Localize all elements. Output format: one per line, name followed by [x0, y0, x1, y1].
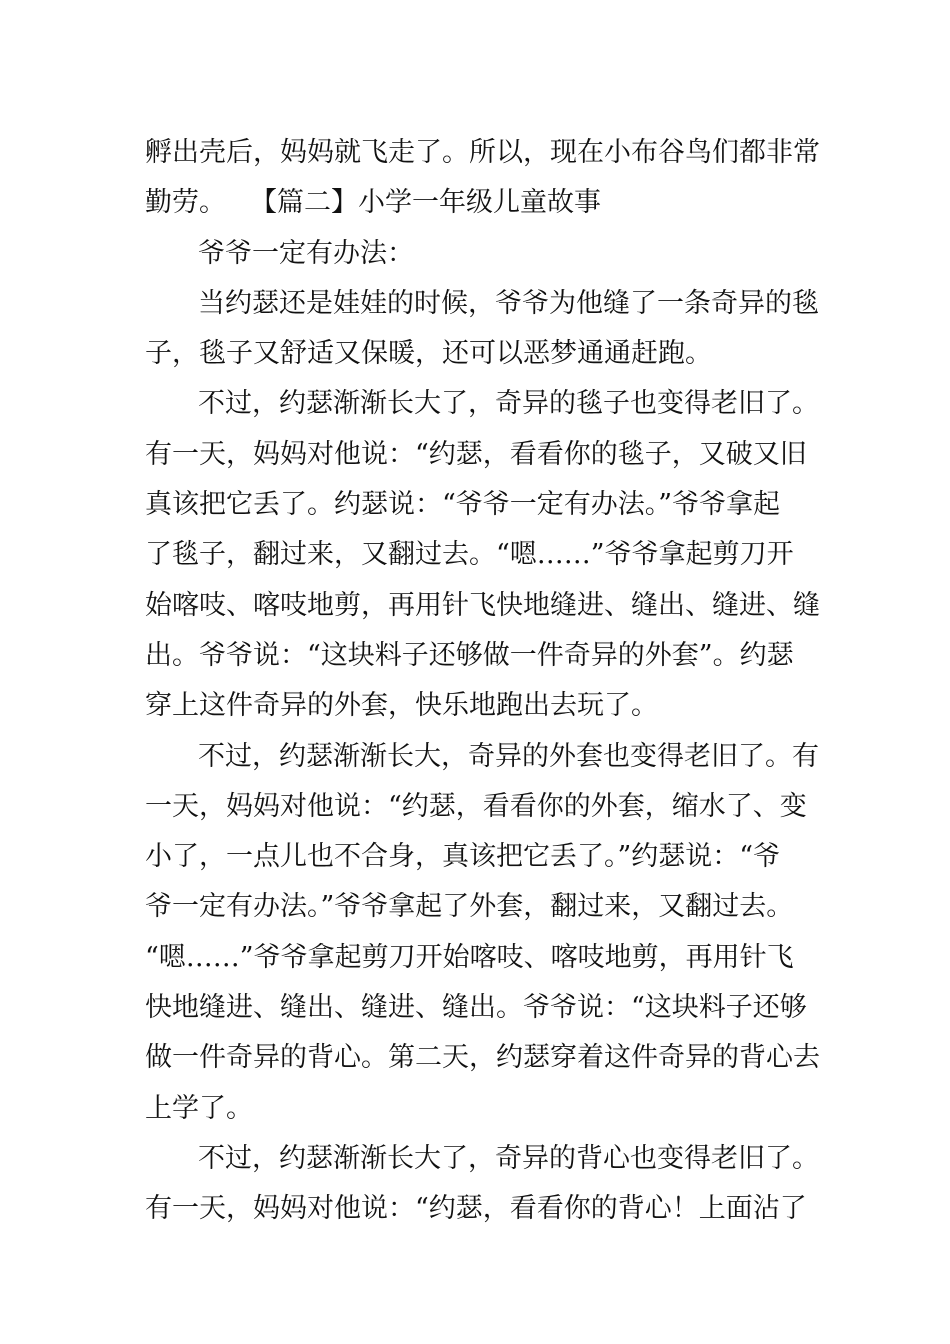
- text-line: 不过，约瑟渐渐长大了，奇异的毯子也变得老旧了。: [198, 388, 819, 420]
- text-line: 孵出壳后，妈妈就飞走了。所以，现在小布谷鸟们都非常: [145, 137, 820, 168]
- text-line: 穿上这件奇异的外套，快乐地跑出去玩了。: [145, 690, 658, 722]
- text-line: 当约瑟还是娃娃的时候，爷爷为他缝了一条奇异的毯: [198, 287, 819, 319]
- text-line: 子，毯子又舒适又保暖，还可以恶梦通通赶跑。: [145, 338, 712, 370]
- text-line: 爷一定有办法。”爷爷拿起了外套，翻过来，又翻过去。: [145, 891, 794, 923]
- text-line: 小了，一点儿也不合身，真该把它丢了。”约瑟说：“爷: [145, 841, 781, 873]
- section-heading: 【篇二】小学一年级儿童故事: [250, 187, 601, 219]
- text-line: 始喀吱、喀吱地剪，再用针飞快地缝进、缝出、缝进、缝: [145, 589, 820, 621]
- text-line: 了毯子，翻过来，又翻过去。“嗯……”爷爷拿起剪刀开: [145, 539, 794, 571]
- text-line: 不过，约瑟渐渐长大了，奇异的背心也变得老旧了。: [198, 1142, 819, 1174]
- text-line: 有一天，妈妈对他说：“约瑟，看看你的背心！上面沾了: [145, 1193, 807, 1225]
- text-line: 不过，约瑟渐渐长大，奇异的外套也变得老旧了。有: [198, 740, 819, 772]
- text-segment: 勤劳。: [145, 187, 226, 219]
- story-title: 爷爷一定有办法：: [198, 237, 414, 269]
- story-text: [145, 128, 820, 1235]
- text-line: 真该把它丢了。约瑟说：“爷爷一定有办法。”爷爷拿起: [145, 489, 781, 521]
- text-line: 快地缝进、缝出、缝进、缝出。爷爷说：“这块料子还够: [145, 992, 807, 1024]
- text-line: 出。爷爷说：“这块料子还够做一件奇异的外套”。约瑟: [145, 639, 794, 671]
- text-line: “嗯……”爷爷拿起剪刀开始喀吱、喀吱地剪，再用针飞: [145, 941, 794, 973]
- text-line: 做一件奇异的背心。第二天，约瑟穿着这件奇异的背心去: [145, 1042, 820, 1074]
- text-line: 上学了。: [145, 1092, 253, 1124]
- text-line: 有一天，妈妈对他说：“约瑟，看看你的毯子，又破又旧: [145, 438, 807, 470]
- text-line: [145, 178, 810, 228]
- text-line: 一天，妈妈对他说：“约瑟，看看你的外套，缩水了、变: [145, 790, 807, 822]
